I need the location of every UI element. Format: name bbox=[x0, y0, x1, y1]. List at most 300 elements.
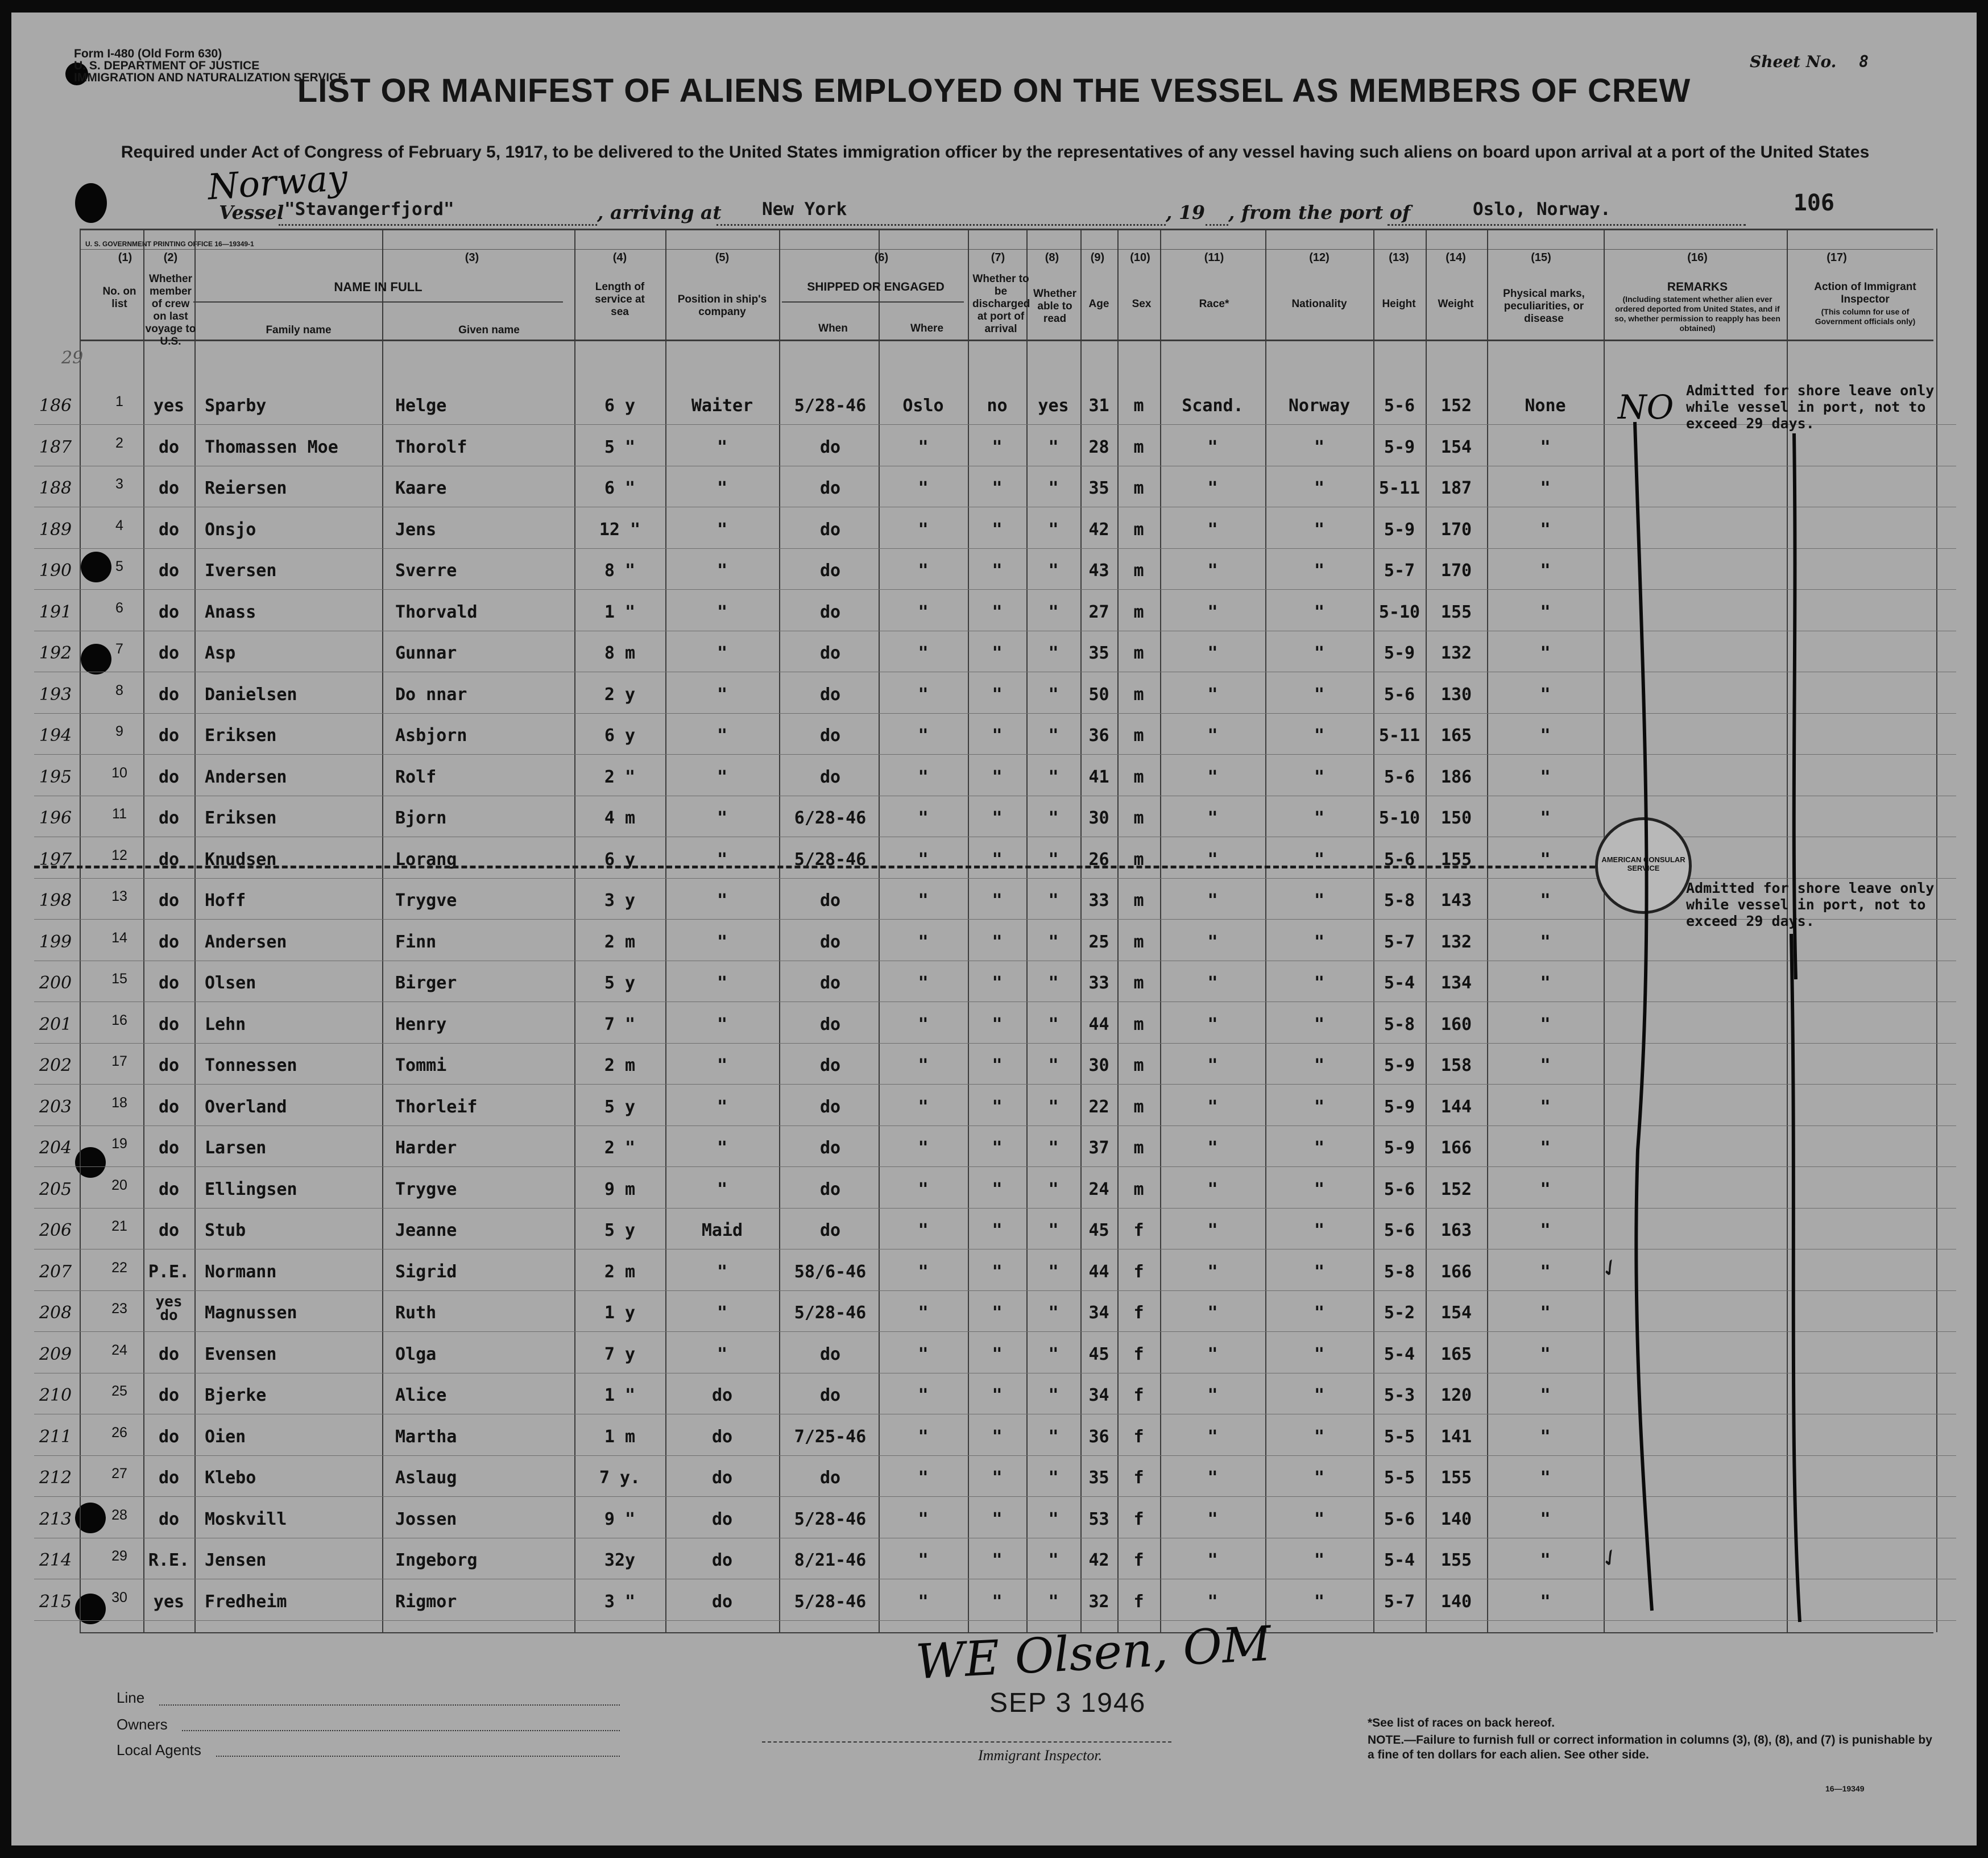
cell-giv: Thorvald bbox=[395, 602, 478, 622]
cell-when: do bbox=[819, 726, 841, 746]
cell-phys: " bbox=[1540, 1262, 1551, 1282]
cell-wt: 158 bbox=[1440, 1056, 1472, 1075]
col-position: Position in ship's company bbox=[677, 293, 767, 318]
cell-wt: 165 bbox=[1440, 1344, 1472, 1364]
cell-m: do bbox=[158, 1097, 180, 1117]
cell-nat: " bbox=[1314, 891, 1325, 911]
cell-giv: Tommi bbox=[395, 1056, 447, 1075]
cell-race: " bbox=[1207, 1262, 1218, 1282]
cell-phys: " bbox=[1540, 1303, 1551, 1323]
cell-dis: " bbox=[992, 1385, 1003, 1405]
cell-age: 36 bbox=[1088, 726, 1109, 746]
cell-phys: None bbox=[1525, 396, 1566, 416]
cell-where: " bbox=[918, 1138, 929, 1158]
cell-where: " bbox=[918, 1303, 929, 1323]
cell-dis: no bbox=[987, 396, 1008, 416]
cell-giv: Aslaug bbox=[395, 1468, 457, 1488]
remarks-text: Admitted for shore leave only while vessel in port, not to exceed 29 days. bbox=[1686, 382, 1935, 432]
cell-read: yes bbox=[1038, 396, 1069, 416]
cell-m: do bbox=[158, 643, 180, 663]
cell-nat: " bbox=[1314, 561, 1325, 581]
cell-when: do bbox=[819, 685, 841, 705]
cell-sex: f bbox=[1133, 1427, 1144, 1447]
cell-n: 19 bbox=[111, 1136, 127, 1152]
cell-nat: " bbox=[1314, 1015, 1325, 1034]
cell-dis: " bbox=[992, 767, 1003, 787]
cell-pos: " bbox=[716, 643, 728, 663]
cell-when: do bbox=[819, 1468, 841, 1488]
cell-m: yes bbox=[153, 396, 185, 416]
footer-owners-label: Owners bbox=[117, 1716, 168, 1733]
cell-phys: " bbox=[1540, 1592, 1551, 1612]
cell-age: 36 bbox=[1088, 1427, 1109, 1447]
cell-read: " bbox=[1048, 1592, 1059, 1612]
cell-dis: " bbox=[992, 1344, 1003, 1364]
cell-giv: Trygve bbox=[395, 1180, 457, 1199]
cell-dis: " bbox=[992, 437, 1003, 457]
cell-sex: m bbox=[1133, 1097, 1144, 1117]
cell-m: P.E. bbox=[148, 1262, 190, 1282]
cell-m: do bbox=[158, 767, 180, 787]
cell-phys: " bbox=[1540, 1097, 1551, 1117]
cell-nat: " bbox=[1314, 808, 1325, 828]
arriving-label: , arriving at bbox=[597, 201, 722, 224]
cell-ht: 5-2 bbox=[1384, 1303, 1415, 1323]
cell-m: yes bbox=[153, 1592, 185, 1612]
cell-nat: " bbox=[1314, 767, 1325, 787]
cell-fam: Anass bbox=[205, 602, 256, 622]
cell-phys: " bbox=[1540, 1056, 1551, 1075]
cell-len: 6 y bbox=[604, 726, 636, 746]
cell-len: 8 " bbox=[604, 561, 636, 581]
cell-dis: " bbox=[992, 1262, 1003, 1282]
cell-age: 22 bbox=[1088, 1097, 1109, 1117]
cell-race: " bbox=[1207, 1303, 1218, 1323]
cell-read: " bbox=[1048, 1385, 1059, 1405]
cell-m: do bbox=[158, 932, 180, 952]
cell-nat: " bbox=[1314, 1262, 1325, 1282]
cell-pos: " bbox=[716, 726, 728, 746]
cell-ht: 5-6 bbox=[1384, 1220, 1415, 1240]
cell-where: " bbox=[918, 808, 929, 828]
col-nationality: Nationality bbox=[1291, 298, 1347, 310]
cell-race: " bbox=[1207, 643, 1218, 663]
cell-dis: " bbox=[992, 973, 1003, 993]
cell-when: do bbox=[819, 932, 841, 952]
cell-wt: 132 bbox=[1440, 643, 1472, 663]
cell-len: 6 y bbox=[604, 850, 636, 870]
inspector-signature: WE Olsen, OM bbox=[914, 1615, 1273, 1690]
col-length-service: Length of service at sea bbox=[595, 281, 645, 318]
cell-race: " bbox=[1207, 726, 1218, 746]
cell-pos: " bbox=[716, 561, 728, 581]
cell-when: do bbox=[819, 478, 841, 498]
cell-age: 42 bbox=[1088, 1550, 1109, 1570]
cell-when: do bbox=[819, 1344, 841, 1364]
cell-n: 13 bbox=[111, 888, 127, 904]
cell-sex: f bbox=[1133, 1262, 1144, 1282]
cell-len: 3 " bbox=[604, 1592, 636, 1612]
cell-nat: " bbox=[1314, 1097, 1325, 1117]
cell-age: 53 bbox=[1088, 1509, 1109, 1529]
cell-ht: 5-10 bbox=[1378, 602, 1420, 622]
cell-ln: 191 bbox=[39, 602, 72, 622]
cell-race: " bbox=[1207, 1344, 1218, 1364]
cell-n: 14 bbox=[111, 930, 127, 946]
cell-age: 34 bbox=[1088, 1303, 1109, 1323]
cell-nat: " bbox=[1314, 1509, 1325, 1529]
cell-where: " bbox=[918, 602, 929, 622]
cell-age: 45 bbox=[1088, 1344, 1109, 1364]
cell-ht: 5-6 bbox=[1384, 396, 1415, 416]
cell-ln: 202 bbox=[39, 1056, 72, 1075]
from-port: Oslo, Norway. bbox=[1473, 199, 1611, 220]
cell-pos: " bbox=[716, 808, 728, 828]
cell-ln: 215 bbox=[39, 1592, 72, 1612]
cell-sex: m bbox=[1133, 767, 1144, 787]
cell-ht: 5-7 bbox=[1384, 932, 1415, 952]
col-name-in-full: NAME IN FULL bbox=[334, 280, 423, 294]
cell-giv: Trygve bbox=[395, 891, 457, 911]
cell-phys: " bbox=[1540, 1220, 1551, 1240]
cell-wt: 170 bbox=[1440, 561, 1472, 581]
cell-pos: do bbox=[711, 1509, 733, 1529]
list-mark: 29 bbox=[61, 348, 84, 368]
cell-sex: m bbox=[1133, 478, 1144, 498]
cell-phys: " bbox=[1540, 1138, 1551, 1158]
col-whether-member: Whether member of crew on last voyage to U.S. bbox=[145, 273, 196, 347]
cell-n: 5 bbox=[115, 558, 123, 574]
col-sex: Sex bbox=[1132, 298, 1152, 310]
cell-giv: Sverre bbox=[395, 561, 457, 581]
race-note: *See list of races on back hereof. bbox=[1368, 1716, 1555, 1729]
cell-ht: 5-10 bbox=[1378, 808, 1420, 828]
cell-len: 1 m bbox=[604, 1427, 636, 1447]
cell-read: " bbox=[1048, 437, 1059, 457]
cell-sex: f bbox=[1133, 1385, 1144, 1405]
cell-race: " bbox=[1207, 973, 1218, 993]
cell-age: 34 bbox=[1088, 1385, 1109, 1405]
cell-pos: " bbox=[716, 602, 728, 622]
cell-fam: Lehn bbox=[205, 1015, 246, 1034]
cell-ht: 5-9 bbox=[1384, 1097, 1415, 1117]
cell-m: do bbox=[158, 808, 180, 828]
cell-where: " bbox=[918, 1097, 929, 1117]
cell-age: 32 bbox=[1088, 1592, 1109, 1612]
cell-ht: 5-4 bbox=[1384, 973, 1415, 993]
cell-pos: do bbox=[711, 1427, 733, 1447]
cell-race: " bbox=[1207, 1468, 1218, 1488]
cell-fam: Andersen bbox=[205, 767, 287, 787]
cell-fam: Klebo bbox=[205, 1468, 256, 1488]
cell-nat: " bbox=[1314, 1344, 1325, 1364]
cell-ln: 210 bbox=[39, 1385, 72, 1405]
cell-race: " bbox=[1207, 561, 1218, 581]
cell-pos: do bbox=[711, 1592, 733, 1612]
cell-wt: 152 bbox=[1440, 396, 1472, 416]
cell-n: 22 bbox=[111, 1260, 127, 1276]
cell-n: 11 bbox=[112, 806, 127, 822]
cell-when: do bbox=[819, 1180, 841, 1199]
cell-dis: " bbox=[992, 1056, 1003, 1075]
cell-wt: 154 bbox=[1440, 437, 1472, 457]
cell-where: " bbox=[918, 1592, 929, 1612]
cell-dis: " bbox=[992, 808, 1003, 828]
cell-m: do bbox=[158, 478, 180, 498]
cell-ln: 196 bbox=[39, 808, 72, 828]
cell-dis: " bbox=[992, 520, 1003, 540]
cell-fam: Larsen bbox=[205, 1138, 267, 1158]
cell-sex: m bbox=[1133, 437, 1144, 457]
cell-nat: " bbox=[1314, 973, 1325, 993]
cell-giv: Rigmor bbox=[395, 1592, 457, 1612]
cell-wt: 163 bbox=[1440, 1220, 1472, 1240]
cell-when: do bbox=[819, 1056, 841, 1075]
cell-race: " bbox=[1207, 478, 1218, 498]
cell-n: 16 bbox=[111, 1012, 127, 1028]
cell-race: " bbox=[1207, 808, 1218, 828]
cell-m: do bbox=[158, 602, 180, 622]
cell-ln: 211 bbox=[39, 1427, 72, 1447]
cell-race: " bbox=[1207, 1220, 1218, 1240]
cell-ln: 203 bbox=[39, 1097, 72, 1117]
cell-wt: 165 bbox=[1440, 726, 1472, 746]
cell-where: " bbox=[918, 850, 929, 870]
cell-where: " bbox=[918, 478, 929, 498]
cell-wt: 155 bbox=[1440, 850, 1472, 870]
cell-phys: " bbox=[1540, 767, 1551, 787]
cell-when: 7/25-46 bbox=[794, 1427, 867, 1447]
cell-age: 43 bbox=[1088, 561, 1109, 581]
cell-pos: " bbox=[716, 1262, 728, 1282]
cell-read: " bbox=[1048, 685, 1059, 705]
cell-ln: 201 bbox=[39, 1015, 72, 1034]
cell-read: " bbox=[1048, 891, 1059, 911]
cell-dis: " bbox=[992, 602, 1003, 622]
cell-sex: m bbox=[1133, 891, 1144, 911]
cell-when: 8/21-46 bbox=[794, 1550, 867, 1570]
cell-m: do bbox=[158, 437, 180, 457]
cell-age: 44 bbox=[1088, 1015, 1109, 1034]
cell-nat: " bbox=[1314, 932, 1325, 952]
cell-len: 5 y bbox=[604, 1097, 636, 1117]
cell-wt: 134 bbox=[1440, 973, 1472, 993]
cell-giv: Martha bbox=[395, 1427, 457, 1447]
cell-m: do bbox=[158, 520, 180, 540]
document-title: LIST OR MANIFEST OF ALIENS EMPLOYED ON THE VESSEL AS MEMBERS OF CREW bbox=[297, 72, 1691, 109]
cell-ht: 5-4 bbox=[1384, 1550, 1415, 1570]
cell-m: do bbox=[158, 685, 180, 705]
cell-fam: Iversen bbox=[205, 561, 277, 581]
cell-pos: " bbox=[716, 520, 728, 540]
printing-office: U. S. GOVERNMENT PRINTING OFFICE 16—19349-1 bbox=[85, 240, 254, 248]
cell-race: " bbox=[1207, 850, 1218, 870]
col-age: Age bbox=[1088, 298, 1109, 310]
cell-phys: " bbox=[1540, 891, 1551, 911]
cell-read: " bbox=[1048, 1427, 1059, 1447]
cell-wt: 130 bbox=[1440, 685, 1472, 705]
cell-ln: 212 bbox=[39, 1468, 72, 1488]
col-discharged: Whether to be discharged at port of arrival bbox=[972, 273, 1030, 335]
remarks-text: Admitted for shore leave only while vessel in port, not to exceed 29 days. bbox=[1686, 880, 1935, 929]
cell-race: " bbox=[1207, 1509, 1218, 1529]
cell-nat: " bbox=[1314, 1180, 1325, 1199]
cell-fam: Asp bbox=[205, 643, 236, 663]
cell-where: " bbox=[918, 520, 929, 540]
cell-ln: 200 bbox=[39, 973, 72, 993]
cell-sex: m bbox=[1133, 1138, 1144, 1158]
cell-giv: Thorleif bbox=[395, 1097, 478, 1117]
cell-fam: Onsjo bbox=[205, 520, 256, 540]
cell-when: do bbox=[819, 561, 841, 581]
cell-when: do bbox=[819, 1220, 841, 1240]
cell-when: do bbox=[819, 1097, 841, 1117]
cell-len: 4 m bbox=[604, 808, 636, 828]
cell-pos: " bbox=[716, 1056, 728, 1075]
cell-len: 12 " bbox=[599, 520, 641, 540]
cell-wt: 132 bbox=[1440, 932, 1472, 952]
cell-dis: " bbox=[992, 1180, 1003, 1199]
cell-fam: Stub bbox=[205, 1220, 246, 1240]
cell-sex: m bbox=[1133, 1056, 1144, 1075]
cell-when: do bbox=[819, 891, 841, 911]
cell-where: " bbox=[918, 1468, 929, 1488]
cell-where: " bbox=[918, 643, 929, 663]
cell-wt: 166 bbox=[1440, 1138, 1472, 1158]
cell-n: 21 bbox=[111, 1218, 127, 1234]
col-no-on-list: No. on list bbox=[102, 285, 136, 310]
cell-giv: Helge bbox=[395, 396, 447, 416]
cell-when: do bbox=[819, 1138, 841, 1158]
cell-m: do bbox=[158, 1220, 180, 1240]
cell-fam: Evensen bbox=[205, 1344, 277, 1364]
cell-phys: " bbox=[1540, 1509, 1551, 1529]
cell-when: do bbox=[819, 767, 841, 787]
cell-ln: 213 bbox=[39, 1509, 72, 1529]
cell-nat: Norway bbox=[1288, 396, 1351, 416]
cell-m: do bbox=[158, 1427, 180, 1447]
cell-n: 20 bbox=[111, 1177, 127, 1193]
cell-dis: " bbox=[992, 685, 1003, 705]
cell-ln: 189 bbox=[39, 520, 72, 540]
cell-where: " bbox=[918, 1344, 929, 1364]
cell-giv: Birger bbox=[395, 973, 457, 993]
cell-fam: Eriksen bbox=[205, 808, 277, 828]
cell-race: " bbox=[1207, 1180, 1218, 1199]
cell-sex: f bbox=[1133, 1303, 1144, 1323]
cell-when: do bbox=[819, 602, 841, 622]
cell-giv: Alice bbox=[395, 1385, 447, 1405]
cell-where: " bbox=[918, 767, 929, 787]
cell-dis: " bbox=[992, 643, 1003, 663]
cell-read: " bbox=[1048, 1138, 1059, 1158]
cell-age: 24 bbox=[1088, 1180, 1109, 1199]
cell-age: 41 bbox=[1088, 767, 1109, 787]
cell-wt: 155 bbox=[1440, 1550, 1472, 1570]
cell-n: 4 bbox=[115, 518, 123, 533]
cell-ln: 207 bbox=[39, 1262, 72, 1282]
cell-read: " bbox=[1048, 808, 1059, 828]
cell-n: 25 bbox=[111, 1383, 127, 1399]
cell-pos: " bbox=[716, 1138, 728, 1158]
page-number: 106 bbox=[1793, 190, 1834, 216]
cell-where: " bbox=[918, 437, 929, 457]
cell-m: do bbox=[158, 973, 180, 993]
cell-when: do bbox=[819, 1385, 841, 1405]
cell-phys: " bbox=[1540, 520, 1551, 540]
cell-race: " bbox=[1207, 1592, 1218, 1612]
cell-read: " bbox=[1048, 1097, 1059, 1117]
cell-ht: 5-11 bbox=[1378, 726, 1420, 746]
cell-phys: " bbox=[1540, 561, 1551, 581]
cell-fam: Eriksen bbox=[205, 726, 277, 746]
cell-m: do bbox=[158, 1385, 180, 1405]
cell-read: " bbox=[1048, 1180, 1059, 1199]
cell-where: " bbox=[918, 1427, 929, 1447]
cell-n: 17 bbox=[111, 1053, 127, 1069]
cell-read: " bbox=[1048, 643, 1059, 663]
cell-sex: m bbox=[1133, 726, 1144, 746]
cell-giv: Olga bbox=[395, 1344, 437, 1364]
cell-nat: " bbox=[1314, 437, 1325, 457]
cell-ln: 214 bbox=[39, 1550, 72, 1570]
cell-where: " bbox=[918, 1180, 929, 1199]
cell-ht: 5-7 bbox=[1384, 561, 1415, 581]
vessel-name: "Stavangerfjord" bbox=[284, 199, 454, 220]
cell-wt: 141 bbox=[1440, 1427, 1472, 1447]
cell-giv: Jens bbox=[395, 520, 437, 540]
document-subtitle: Required under Act of Congress of February 5, 1917, to be delivered to the United States immigration officer by the representatives of any vessel having such aliens on board upon arrival at a port of the United States bbox=[121, 143, 1870, 162]
cell-sex: m bbox=[1133, 685, 1144, 705]
consular-stamp: AMERICAN CONSULAR SERVICE bbox=[1595, 817, 1692, 914]
cell-n: 7 bbox=[115, 641, 123, 657]
cell-pos: " bbox=[716, 1015, 728, 1034]
cell-when: 5/28-46 bbox=[794, 1509, 867, 1529]
cell-nat: " bbox=[1314, 478, 1325, 498]
vessel-label: Vessel bbox=[219, 201, 284, 224]
cell-giv: Gunnar bbox=[395, 643, 457, 663]
cell-read: " bbox=[1048, 932, 1059, 952]
cell-len: 6 " bbox=[604, 478, 636, 498]
immigrant-inspector-label: Immigrant Inspector. bbox=[978, 1747, 1103, 1764]
cell-m: do bbox=[158, 1138, 180, 1158]
cell-len: 5 y bbox=[604, 973, 636, 993]
cell-where: " bbox=[918, 1056, 929, 1075]
cell-wt: 155 bbox=[1440, 1468, 1472, 1488]
cell-nat: " bbox=[1314, 1385, 1325, 1405]
cell-n: 29 bbox=[111, 1548, 127, 1564]
cell-phys: " bbox=[1540, 808, 1551, 828]
cell-when: 6/28-46 bbox=[794, 808, 867, 828]
cell-age: 37 bbox=[1088, 1138, 1109, 1158]
cell-giv: Kaare bbox=[395, 478, 447, 498]
col-shipped: SHIPPED OR ENGAGED bbox=[807, 280, 945, 293]
cell-age: 26 bbox=[1088, 850, 1109, 870]
col-height: Height bbox=[1382, 298, 1416, 310]
cell-when: do bbox=[819, 437, 841, 457]
cell-giv: Finn bbox=[395, 932, 437, 952]
cell-giv: Asbjorn bbox=[395, 726, 467, 746]
cell-sex: m bbox=[1133, 973, 1144, 993]
cell-m: do bbox=[158, 1509, 180, 1529]
cell-ht: 5-9 bbox=[1384, 643, 1415, 663]
col-remarks: REMARKS bbox=[1667, 280, 1728, 293]
cell-sex: m bbox=[1133, 396, 1144, 416]
cell-age: 33 bbox=[1088, 891, 1109, 911]
cell-dis: " bbox=[992, 932, 1003, 952]
cell-read: " bbox=[1048, 850, 1059, 870]
cell-ht: 5-4 bbox=[1384, 1344, 1415, 1364]
